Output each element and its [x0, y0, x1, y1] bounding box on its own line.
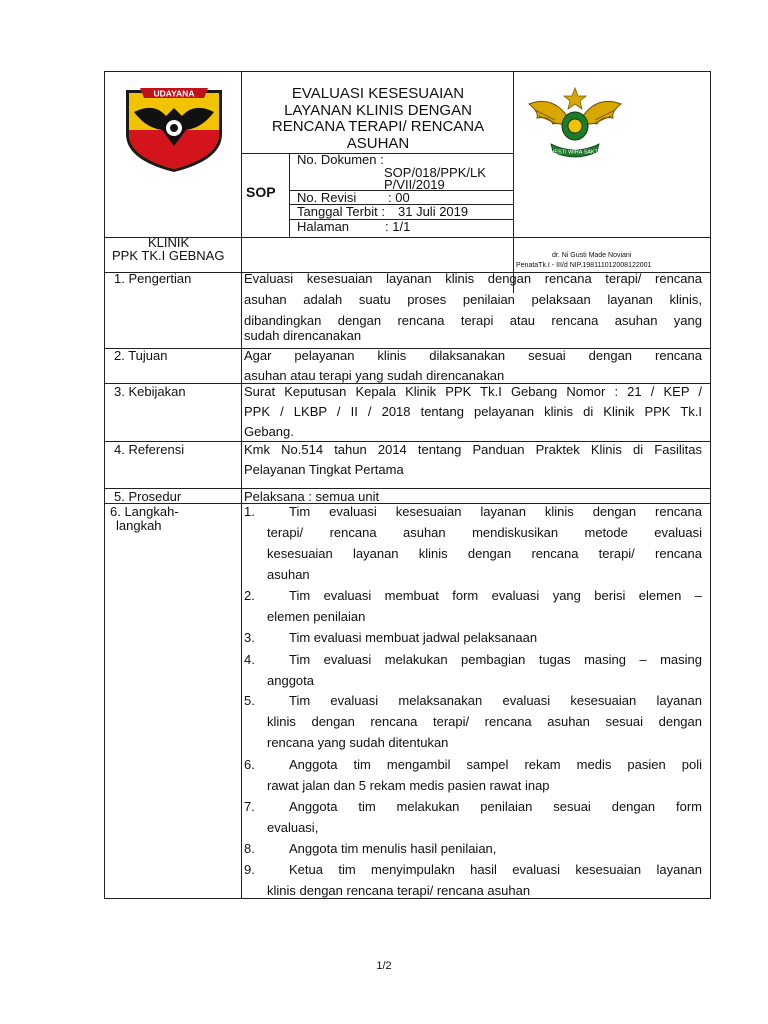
udayana-logo — [118, 82, 230, 174]
steps-label-2: langkah — [116, 518, 162, 533]
section-text-referensi — [244, 440, 702, 480]
text-line: Pelayanan Tingkat Pertama — [244, 462, 404, 477]
text-line: Agar pelayanan klinis dilaksanakan sesuai dengan rencana — [244, 348, 702, 363]
step-line: Anggota tim melakukan penilaian sesuai dengan form — [289, 799, 702, 814]
text-line: PPK / LKBP / II / 2018 tentang pelayanan klinis di Klinik PPK Tk.I — [244, 404, 702, 419]
step-number: 2. — [244, 588, 255, 603]
step-line: Tim evaluasi melakukan pembagian tugas masing – masing — [289, 652, 702, 667]
text-line: Kmk No.514 tahun 2014 tentang Panduan Praktek Klinis di Fasilitas — [244, 442, 702, 457]
step-line: rawat jalan dan 5 rekam medis pasien rawat inap — [267, 778, 550, 793]
step-line: klinis dengan rencana terapi/ rencana asuhan — [267, 883, 531, 898]
text-line: sudah direncanakan — [244, 328, 362, 343]
emblem-logo — [525, 82, 625, 166]
step-text — [267, 586, 702, 627]
section-label-prosedur: 5. Prosedur — [114, 489, 182, 504]
sop-divider — [289, 153, 290, 237]
text-line: Gebang. — [244, 424, 294, 439]
section-label-pengertian: 1. Pengertian — [114, 271, 192, 286]
clinic-line-1: KLINIK — [148, 235, 190, 250]
step-text — [267, 839, 702, 859]
step-text — [267, 860, 702, 901]
step-text — [267, 691, 702, 753]
step-line: anggota — [267, 673, 314, 688]
right-logo-text: HESTI WIRA SAKTI — [550, 149, 600, 156]
section-label-tujuan: 2. Tujuan — [114, 348, 168, 363]
step-number: 7. — [244, 799, 255, 814]
step-number: 4. — [244, 652, 255, 667]
step-line: Tim evaluasi melaksanakan evaluasi kesesuaian layanan — [289, 693, 702, 708]
header-divider-left — [241, 71, 242, 293]
text-line: asuhan adalah suatu proses penilaian pelaksaan layanan klinis, — [244, 292, 702, 307]
step-number: 5. — [244, 693, 255, 708]
title-line: EVALUASI KESESUAIAN — [291, 85, 465, 102]
step-text — [267, 797, 702, 838]
text-line: Evaluasi kesesuaian layanan klinis dengan rencana terapi/ rencana — [244, 271, 702, 286]
step-line: Tim evaluasi kesesuaian layanan klinis dengan rencana — [289, 504, 702, 519]
title-line: RENCANA TERAPI/ RENCANA — [271, 118, 485, 135]
section-text-prosedur: Pelaksana : semua unit — [244, 489, 380, 504]
steps-label-1: 6. Langkah- — [110, 504, 179, 519]
revision-label: No. Revisi — [297, 190, 357, 205]
page-label: Halaman — [297, 219, 350, 234]
step-line: Tim evaluasi membuat jadwal pelaksanaan — [289, 630, 538, 645]
step-number: 8. — [244, 841, 255, 856]
header-divider-right — [513, 71, 514, 293]
step-number: 6. — [244, 757, 255, 772]
sop-label: SOP — [246, 184, 276, 200]
step-number: 3. — [244, 630, 255, 645]
signer-name: dr. Ni Gusti Made Noviani — [552, 252, 632, 259]
page-number: 1/2 — [376, 960, 392, 972]
label-column-divider — [241, 272, 242, 899]
step-line: elemen penilaian — [267, 609, 366, 624]
step-line: evaluasi, — [267, 820, 319, 835]
document-title — [244, 86, 512, 152]
step-text — [267, 755, 702, 796]
header-bottom-line — [104, 237, 711, 238]
issue-date-value: 31 Juli 2019 — [398, 204, 469, 219]
section-text-kebijakan — [244, 382, 702, 442]
step-line: asuhan — [267, 567, 310, 582]
signer-rank: PenataTk.I - III/d NIP.198111012008122001 — [516, 262, 652, 269]
step-line: terapi/ rencana asuhan mendiskusikan metode evaluasi — [267, 525, 702, 540]
text-line: dibandingkan dengan rencana terapi atau rencana asuhan yang — [244, 313, 702, 328]
text-line: asuhan atau terapi yang sudah direncanakan — [244, 368, 505, 383]
step-text — [267, 502, 702, 585]
title-line: LAYANAN KLINIS DENGAN — [284, 101, 472, 119]
page-value: : 1/1 — [385, 219, 411, 234]
issue-date-label: Tanggal Terbit : — [297, 204, 385, 219]
doc-no-value-2: P/VII/2019 — [384, 177, 445, 192]
section-label-kebijakan: 3. Kebijakan — [114, 384, 186, 399]
doc-no-value-1: SOP/018/PPK/LK — [384, 165, 486, 180]
step-line: kesesuaian layanan klinis dengan rencana terapi/ rencana — [267, 546, 702, 561]
text-line: Surat Keputusan Kepala Klinik PPK Tk.I Gebang Nomor : 21 / KEP / — [244, 384, 702, 399]
title-line: ASUHAN — [346, 134, 410, 152]
step-line: Tim evaluasi membuat form evaluasi yang berisi elemen – — [289, 588, 702, 603]
left-logo-text: UDAYANA — [153, 88, 195, 99]
step-number: 9. — [244, 862, 255, 877]
step-line: klinis dengan rencana terapi/ rencana asuhan sesuai dengan — [267, 714, 702, 729]
step-text — [267, 650, 702, 691]
clinic-line-2: PPK TK.I GEBNAG — [112, 248, 225, 263]
section-label-referensi: 4. Referensi — [114, 442, 185, 457]
section-text-pengertian — [244, 269, 702, 346]
section-text-tujuan — [244, 346, 702, 386]
step-line: Anggota tim menulis hasil penilaian, — [289, 841, 497, 856]
step-line: rencana yang sudah ditentukan — [267, 735, 449, 750]
step-number: 1. — [244, 504, 255, 519]
section-line — [104, 488, 711, 489]
step-text — [267, 628, 702, 648]
doc-no-label: No. Dokumen : — [297, 152, 384, 167]
step-line: Ketua tim menyimpulakn hasil evaluasi kesesuaian layanan — [289, 862, 702, 877]
step-line: Anggota tim mengambil sampel rekam medis pasien poli — [289, 757, 702, 772]
revision-value: : 00 — [388, 190, 410, 205]
